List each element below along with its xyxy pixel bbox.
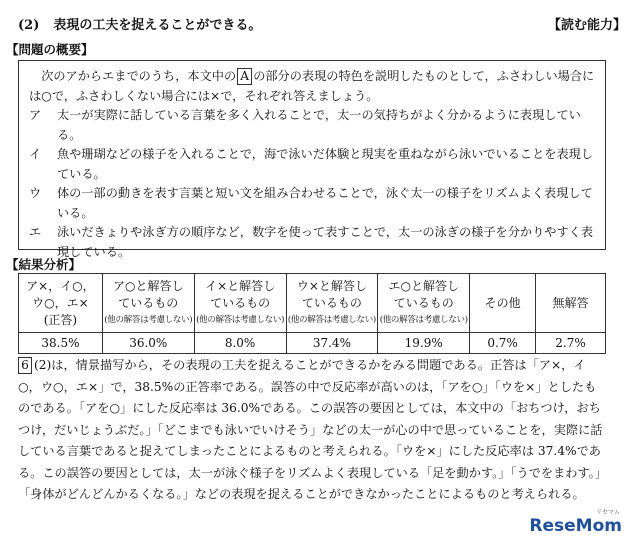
results-table	[18, 273, 606, 354]
table-cell: 0.7%	[470, 333, 536, 354]
table-header-cell: ア×，イ○， ウ○，エ× (正答)	[19, 274, 103, 333]
section-title: 表現の工夫を捉えることができる。	[53, 18, 262, 33]
overview-box	[18, 60, 606, 259]
table-cell: 38.5%	[19, 333, 103, 354]
table-header-cell: イ×と解答し ているもの (他の解答は考慮しない)	[194, 274, 286, 333]
section-number: (2)	[18, 18, 40, 33]
table-header-cell: その他	[470, 274, 536, 333]
ability-label: 【読む能力】	[547, 18, 626, 33]
analysis-paragraph	[18, 355, 606, 506]
resemom-logo: ReseMom リセマム	[529, 509, 622, 536]
option-item: エ 泳いだきょりや泳ぎ方の順序など，数字を使って表すことで，太一の泳ぎの様子を分かりやすく表現している。	[29, 225, 594, 259]
results-heading: 【結果分析】	[6, 257, 82, 272]
mark-6-box: 6	[18, 357, 32, 374]
option-item: ウ 体の一部の動きを表す言葉と短い文を組み合わせることで，泳ぐ太一の様子をリズムよく表現している。	[29, 186, 593, 220]
table-header-cell: ア○と解答し ているもの (他の解答は考慮しない)	[102, 274, 194, 333]
question-text: 次のアからエまでのうち，本文中の A の部分の表現の特色を説明したものとして，ふさわしい場合には○で，ふさわしくない場合には×で，それぞれ答えましょう。	[29, 69, 595, 103]
table-header-cell: 無解答	[536, 274, 606, 333]
table-header-cell: ウ×と解答し ているもの (他の解答は考慮しない)	[286, 274, 378, 333]
table-cell: 8.0%	[194, 333, 286, 354]
option-item: ア 太一が実際に話している言葉を多く入れることで，太一の気持ちがよく分かるように表現している。	[29, 108, 581, 142]
section-header	[12, 14, 626, 33]
option-item: イ 魚や珊瑚などの様子を入れることで，海で泳いだ体験と現実を重ねながら泳いでいることを表現している。	[29, 147, 594, 181]
table-cell: 2.7%	[536, 333, 606, 354]
analysis-text: (2)は，情景描写から，その表現の工夫を捉えることができるかをみる問題である。正答は「ア×，イ○，ウ○，エ×」で，38.5%の正答率である。誤答の中で反応率が高いのは，「アを○」「ウを×」としたものである。「アを○」にした反応率は 36.0%である。この誤答の要因としては，本文中の「おちつけ，おちつけ，だいじょうぶだ。」「どこまでも泳いでいけそう」などの太一が心の中で思っていることを，実際に話している言葉であると捉えてしまったことによるものと考えられる。「ウを×」にした反応率は 37.4%である。この誤答の要因としては，太一が泳ぐ様子をリズムよく表現している「足を動かす。」「うでをまわす。」「身体がどんどんかるくなる。」などの表現を捉えることができなかったことによるものと考えられる。	[18, 358, 603, 501]
mark-a-box: A	[237, 68, 252, 85]
table-header-cell: エ○と解答し ているもの (他の解答は考慮しない)	[378, 274, 470, 333]
table-cell: 36.0%	[102, 333, 194, 354]
table-cell: 19.9%	[378, 333, 470, 354]
table-row	[19, 333, 606, 354]
table-cell: 37.4%	[286, 333, 378, 354]
overview-heading: 【問題の概要】	[6, 42, 94, 57]
table-header-row	[19, 274, 606, 333]
